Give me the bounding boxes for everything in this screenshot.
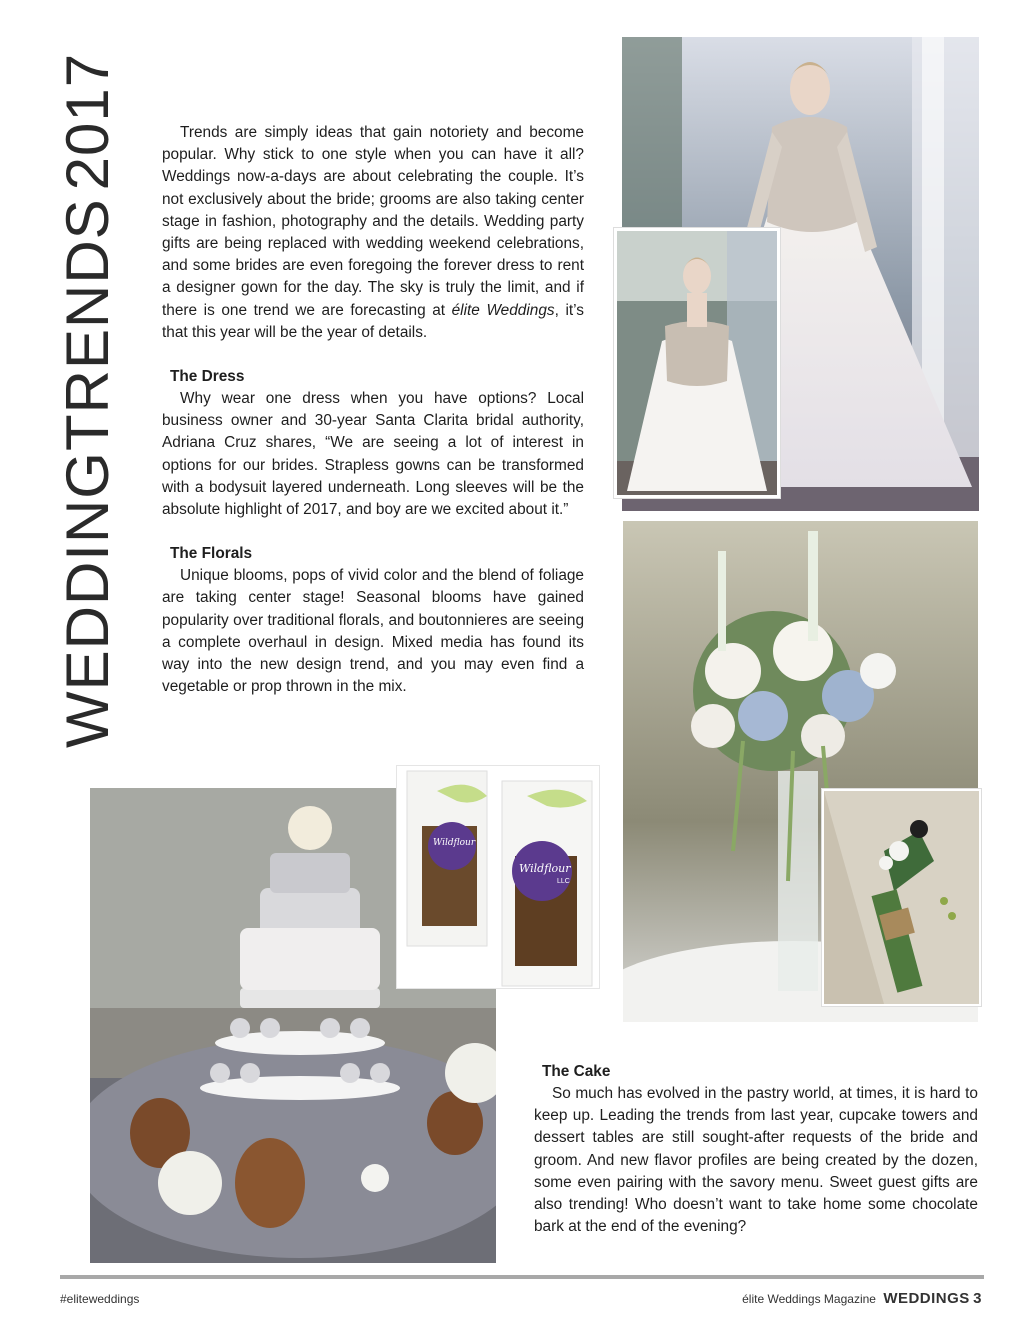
boutonniere-photo bbox=[822, 789, 981, 1006]
cake-paragraph: So much has evolved in the pastry world, at times, it is hard to keep up. Leading the trends from last year, cupcake towers and dessert tables are still sought-after requests of the bride and groom. And new flavor profiles are being created by the dozen, some even pairing with the savory menu. Sweet guest gifts are also trending! Who doesn’t want to take home some chocolate bark at the end of the evening? bbox=[534, 1085, 978, 1236]
cake-section bbox=[534, 1061, 978, 1238]
dress-photo-strapless bbox=[614, 228, 780, 498]
footer-section: WEDDINGS bbox=[883, 1290, 970, 1307]
dress-heading: The Dress bbox=[170, 368, 245, 386]
intro-magazine-name: élite Weddings bbox=[451, 301, 555, 319]
intro-text: Trends are simply ideas that gain notoriety and become popular. Why stick to one style when you can have it all? Weddings now-a-days are about celebrating the couple. It’s not exclusively about the bride; grooms are also taking center stage in fashion, photography and the details. Wedding party gifts are being replaced with wedding weekend celebrations, and some brides are even foregoing the forever dress to rent a designer gown for the day. The sky is truly the limit, and if there is one trend we are forecasting at bbox=[162, 124, 584, 319]
title-part-wedding: WEDDING bbox=[54, 451, 121, 748]
footer-magazine-name: élite Weddings Magazine bbox=[742, 1292, 876, 1306]
dress-paragraph: Why wear one dress when you have options? Local business owner and 30-year Santa Clarita bridal authority, Adriana Cruz shares, “We are seeing a lot of interest in options for our brides. Strapless gowns can be transformed with a bodysuit layered underneath. Long sleeves will be the absolute highlight of 2017, and boy are we excited about it.” bbox=[162, 390, 584, 519]
footer-divider bbox=[60, 1275, 984, 1279]
intro-text-end: , it’s that this year will be the year of details. bbox=[162, 301, 584, 341]
florals-heading: The Florals bbox=[170, 545, 253, 563]
page-title bbox=[54, 52, 121, 748]
florals-paragraph: Unique blooms, pops of vivid color and the blend of foliage are taking center stage! Seasonal blooms have gained popularity over traditional florals, and boutonnieres are seeing a complete overhaul in design. Mixed media has found its way into the new design trend, and you may even find a vegetable or prop thrown in the mix. bbox=[162, 567, 584, 696]
title-part-trends: TRENDS bbox=[54, 198, 121, 452]
cake-heading: The Cake bbox=[542, 1063, 611, 1080]
footer-page-number: 3 bbox=[973, 1290, 982, 1307]
gift-label-suffix: LLC bbox=[557, 878, 570, 885]
gift-label-brand-large: Wildflour bbox=[519, 862, 571, 875]
intro-paragraph bbox=[162, 122, 584, 344]
footer-folio bbox=[742, 1290, 982, 1307]
guest-gift-bark-photo bbox=[397, 766, 599, 988]
article-column-top bbox=[162, 122, 584, 698]
gift-label-brand-small: Wildflour bbox=[433, 838, 476, 848]
footer-hashtag: #eliteweddings bbox=[60, 1292, 140, 1306]
title-part-year: 2017 bbox=[54, 52, 121, 191]
